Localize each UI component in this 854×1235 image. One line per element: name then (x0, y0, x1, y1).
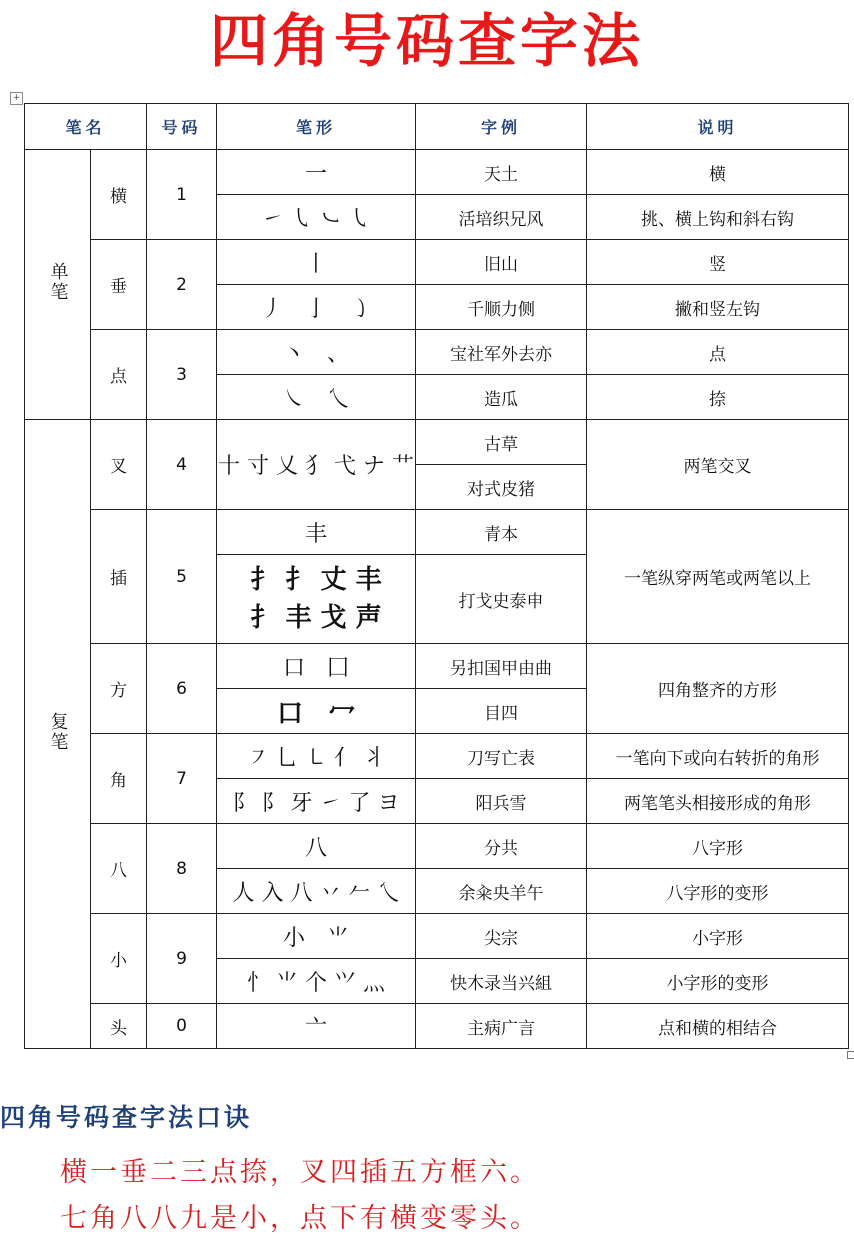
header-stroke-name: 笔名 (25, 104, 147, 150)
example-cell: 活培织兄风 (416, 195, 587, 240)
example-cell: 快木录当兴組 (416, 959, 587, 1004)
stroke-shape: 忄 ⺌ 个 ⺍ 灬 (247, 970, 385, 996)
group-single-label: 单笔 (47, 262, 69, 302)
stroke-name-ba: 八 (91, 824, 147, 914)
shape-cell (217, 195, 416, 240)
stroke-shape: 小 ⺌ (283, 925, 350, 951)
rhyme-line-2: 七角八八九是小，点下有横变零头。 (60, 1203, 540, 1234)
description-cell: 一笔向下或向右转折的角形 (587, 734, 849, 779)
four-corner-table (24, 103, 849, 1049)
page-title: 四角号码查字法 (209, 7, 644, 75)
table-row (25, 1004, 849, 1049)
description-cell: 点和横的相结合 (587, 1004, 849, 1049)
group-compound-label: 复笔 (47, 711, 69, 752)
table-row (25, 644, 849, 689)
description-cell: 小字形的变形 (587, 959, 849, 1004)
stroke-shape: 扌 扌 丈 丰 (250, 565, 382, 595)
shape-cell (217, 869, 416, 914)
stroke-shape: 丨 (305, 251, 328, 277)
rhyme-title: 四角号码查字法口诀 (0, 1103, 253, 1132)
stroke-shape: 扌 丰 戈 声 (250, 603, 382, 633)
stroke-name-cha: 叉 (91, 420, 147, 510)
description-cell: 八字形的变形 (587, 869, 849, 914)
rhyme-line-1: 横一垂二三点捺，叉四插五方框六。 (60, 1157, 540, 1188)
shape-cell (217, 555, 416, 644)
description-cell: 竖 (587, 240, 849, 285)
shape-cell (217, 510, 416, 555)
example-cell: 另扣国甲由曲 (416, 644, 587, 689)
code-tou: 0 (147, 1004, 217, 1049)
table-row (25, 420, 849, 465)
group-compound-cell (25, 420, 91, 1049)
shape-cell (217, 779, 416, 824)
shape-cell (217, 644, 416, 689)
stroke-name-dian: 点 (91, 330, 147, 420)
stroke-shape: ㇀ ㇂ ㇃ ㇂ (261, 206, 371, 232)
code-dian: 3 (147, 330, 217, 420)
stroke-name-jiao: 角 (91, 734, 147, 824)
example-cell: 打戈史泰申 (416, 555, 587, 644)
stroke-shape: ㇏ 乀 (283, 386, 350, 412)
table-row (25, 510, 849, 555)
code-chui: 2 (147, 240, 217, 330)
shape-cell (217, 375, 416, 420)
example-cell: 目四 (416, 689, 587, 734)
example-cell: 余籴央羊午 (416, 869, 587, 914)
example-cell: 分共 (416, 824, 587, 869)
description-cell: 点 (587, 330, 849, 375)
shape-cell (217, 330, 416, 375)
table-header-row (25, 104, 849, 150)
table-row (25, 734, 849, 779)
shape-cell (217, 285, 416, 330)
stroke-name-fang: 方 (91, 644, 147, 734)
example-cell: 阳兵雪 (416, 779, 587, 824)
table-row (25, 824, 849, 869)
description-cell: 四角整齐的方形 (587, 644, 849, 734)
stroke-shape: 人 入 八 丷 𠂉 乀 (232, 880, 400, 906)
example-cell: 造瓜 (416, 375, 587, 420)
shape-cell (217, 689, 416, 734)
shape-cell (217, 1004, 416, 1049)
stroke-shape: 丰 (305, 521, 328, 547)
stroke-name-tou: 头 (91, 1004, 147, 1049)
description-cell: 捺 (587, 375, 849, 420)
description-cell: 两笔交叉 (587, 420, 849, 510)
header-example: 字例 (416, 104, 587, 150)
stroke-name-cha5: 插 (91, 510, 147, 644)
description-cell: 两笔笔头相接形成的角形 (587, 779, 849, 824)
table-row (25, 914, 849, 959)
code-cha5: 5 (147, 510, 217, 644)
code-heng: 1 (147, 150, 217, 240)
example-cell: 青本 (416, 510, 587, 555)
example-cell: 尖宗 (416, 914, 587, 959)
shape-cell (217, 150, 416, 195)
description-cell: 八字形 (587, 824, 849, 869)
description-cell: 小字形 (587, 914, 849, 959)
stroke-shape: 亠 (305, 1015, 328, 1041)
code-fang: 6 (147, 644, 217, 734)
shape-cell (217, 824, 416, 869)
stroke-name-xiao: 小 (91, 914, 147, 1004)
table-row (25, 150, 849, 195)
example-cell: 旧山 (416, 240, 587, 285)
stroke-shape: 一 (305, 161, 328, 187)
example-cell: 主病广言 (416, 1004, 587, 1049)
shape-cell (217, 734, 416, 779)
stroke-shape: 阝 阝 牙 ㇀ 了 ヨ (232, 790, 400, 816)
description-cell: 撇和竖左钩 (587, 285, 849, 330)
example-cell: 古草 (416, 420, 587, 465)
stroke-shape: 八 (305, 835, 328, 861)
header-code: 号码 (147, 104, 217, 150)
stroke-name-heng: 横 (91, 150, 147, 240)
stroke-shape: 口 冖 (277, 698, 356, 729)
stroke-name-chui: 垂 (91, 240, 147, 330)
example-cell: 对式皮猪 (416, 465, 587, 510)
table-row (25, 240, 849, 285)
shape-cell (217, 240, 416, 285)
code-jiao: 7 (147, 734, 217, 824)
shape-cell (217, 914, 416, 959)
stroke-shape: 丶 、 (283, 341, 350, 367)
shape-cell (217, 420, 416, 510)
table-move-handle[interactable]: + (10, 92, 23, 105)
description-cell: 挑、横上钩和斜右钩 (587, 195, 849, 240)
example-cell: 天土 (416, 150, 587, 195)
stroke-shape: ㇇ 乚 ㇄ 亻 丬 (247, 745, 385, 771)
stroke-shape: 丿 亅 ㇁ (261, 296, 372, 322)
table-row (25, 330, 849, 375)
header-stroke-shape: 笔形 (217, 104, 416, 150)
group-single-cell (25, 150, 91, 420)
code-cha: 4 (147, 420, 217, 510)
header-description: 说明 (587, 104, 849, 150)
example-cell: 千顺力侧 (416, 285, 587, 330)
stroke-shape: 口 囗 (283, 655, 350, 681)
stroke-shape: 十 寸 乂 犭 弋 ナ 艹 (218, 454, 414, 479)
table-resize-handle[interactable] (847, 1051, 854, 1059)
shape-cell (217, 959, 416, 1004)
description-cell: 一笔纵穿两笔或两笔以上 (587, 510, 849, 644)
code-ba: 8 (147, 824, 217, 914)
description-cell: 横 (587, 150, 849, 195)
example-cell: 刀写亡表 (416, 734, 587, 779)
example-cell: 宝社军外去亦 (416, 330, 587, 375)
code-xiao: 9 (147, 914, 217, 1004)
